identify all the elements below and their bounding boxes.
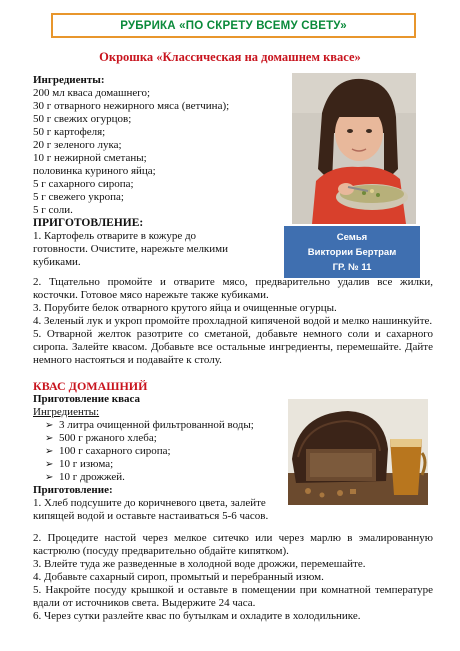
list-item-text: 10 г дрожжей. xyxy=(59,471,125,483)
rubric-banner-text: РУБРИКА «ПО СКРЕТУ ВСЕМУ СВЕТУ» xyxy=(120,19,347,32)
method-step: 2. Тщательно промойте и отварите мясо, предварительно удалив все жилки, косточки. Готовое мясо нарежьте также кубиками. xyxy=(33,276,433,301)
method-step: 5. Отварной желток разотрите со сметаной, добавьте немного соли и сахарного сиропа. Залейте квасом. Добавьте все остальные ингредиенты, перемешайте. Дайте немного настояться и подавайте к столу. xyxy=(33,328,433,366)
rubric-banner xyxy=(51,13,416,38)
ingredient-item: 20 г зеленого лука; xyxy=(33,139,122,151)
method-step: 4. Зеленый лук и укроп промойте прохладной кипяченой водой и мелко нашинкуйте. xyxy=(33,315,433,327)
method-step: 3. Порубите белок отварного крутого яйца и очищенные огурцы. xyxy=(33,302,337,314)
list-item xyxy=(33,445,288,458)
list-item xyxy=(33,432,288,445)
list-item xyxy=(33,471,288,484)
method-step: 1. Картофель отварите в кожуре до xyxy=(33,230,197,242)
girl-eating-okroshka-photo xyxy=(292,73,416,224)
list-item-text: 3 литра очищенной фильтрованной воды; xyxy=(59,419,254,431)
ingredient-item: 200 мл кваса домашнего; xyxy=(33,87,151,99)
okroshka-ingredients-heading: Ингредиенты: xyxy=(33,74,105,86)
kvass-section xyxy=(33,380,288,523)
caption-line: Виктории Бертрам xyxy=(307,246,397,258)
method-step: кипящей водой и оставьте настаиваться 5-6 часов. xyxy=(33,510,269,522)
ingredient-item: 5 г соли. xyxy=(33,204,73,216)
ingredient-item: 30 г отварного нежирного мяса (ветчина); xyxy=(33,100,230,112)
kvass-ingredients-label: Ингредиенты: xyxy=(33,406,100,418)
family-caption xyxy=(284,226,420,278)
okroshka-method-heading: ПРИГОТОВЛЕНИЕ: xyxy=(33,217,144,229)
ingredient-item: 50 г свежих огурцов; xyxy=(33,113,132,125)
list-item xyxy=(33,458,288,471)
list-item-text: 500 г ржаного хлеба; xyxy=(59,432,157,444)
method-step: 2. Процедите настой через мелкое ситечко или через марлю в эмалированную кастрюлю (посуду предварительно обдайте кипятком). xyxy=(33,532,433,557)
method-step: 3. Влейте туда же разведенные в холодной воде дрожжи, перемешайте. xyxy=(33,558,366,570)
arrow-bullet-icon: ➢ xyxy=(45,433,54,444)
arrow-bullet-icon: ➢ xyxy=(45,472,54,483)
method-step: 4. Добавьте сахарный сироп, промытый и перебранный изюм. xyxy=(33,571,324,583)
ingredient-item: 50 г картофеля; xyxy=(33,126,106,138)
ingredient-item: половинка куриного яйца; xyxy=(33,165,156,177)
list-item-text: 100 г сахарного сиропа; xyxy=(59,445,171,457)
ingredient-item: 5 г сахарного сиропа; xyxy=(33,178,134,190)
rye-bread-and-kvass-photo xyxy=(288,399,428,505)
method-step: 6. Через сутки разлейте квас по бутылкам и охладите в холодильнике. xyxy=(33,610,361,622)
caption-line: Семья xyxy=(336,231,368,243)
kvass-steps xyxy=(33,532,433,623)
kvass-heading: КВАС ДОМАШНИЙ xyxy=(33,379,148,393)
arrow-bullet-icon: ➢ xyxy=(45,459,54,470)
ingredient-item: 10 г нежирной сметаны; xyxy=(33,152,147,164)
arrow-bullet-icon: ➢ xyxy=(45,446,54,457)
kvass-ingredients-list xyxy=(33,419,288,484)
list-item xyxy=(33,419,288,432)
ingredient-item: 5 г свежего укропа; xyxy=(33,191,124,203)
method-step: кубиками. xyxy=(33,256,81,268)
okroshka-steps xyxy=(33,276,433,367)
kvass-subheading: Приготовление кваса xyxy=(33,393,141,405)
okroshka-ingredients xyxy=(33,74,288,269)
caption-line: ГР. № 11 xyxy=(332,261,372,273)
arrow-bullet-icon: ➢ xyxy=(45,420,54,431)
method-step: готовности. Очистите, нарежьте мелкими xyxy=(33,243,229,255)
method-step: 5. Накройте посуду крышкой и оставьте в помещении при комнатной температуре вдали от источников света. Выдержите 24 часа. xyxy=(33,584,433,609)
recipe-title: Окрошка «Классическая на домашнем квасе» xyxy=(99,50,361,64)
method-step: 1. Хлеб подсушите до коричневого цвета, залейте xyxy=(33,497,266,509)
list-item-text: 10 г изюма; xyxy=(59,458,114,470)
kvass-method-heading: Приготовление: xyxy=(33,484,113,496)
